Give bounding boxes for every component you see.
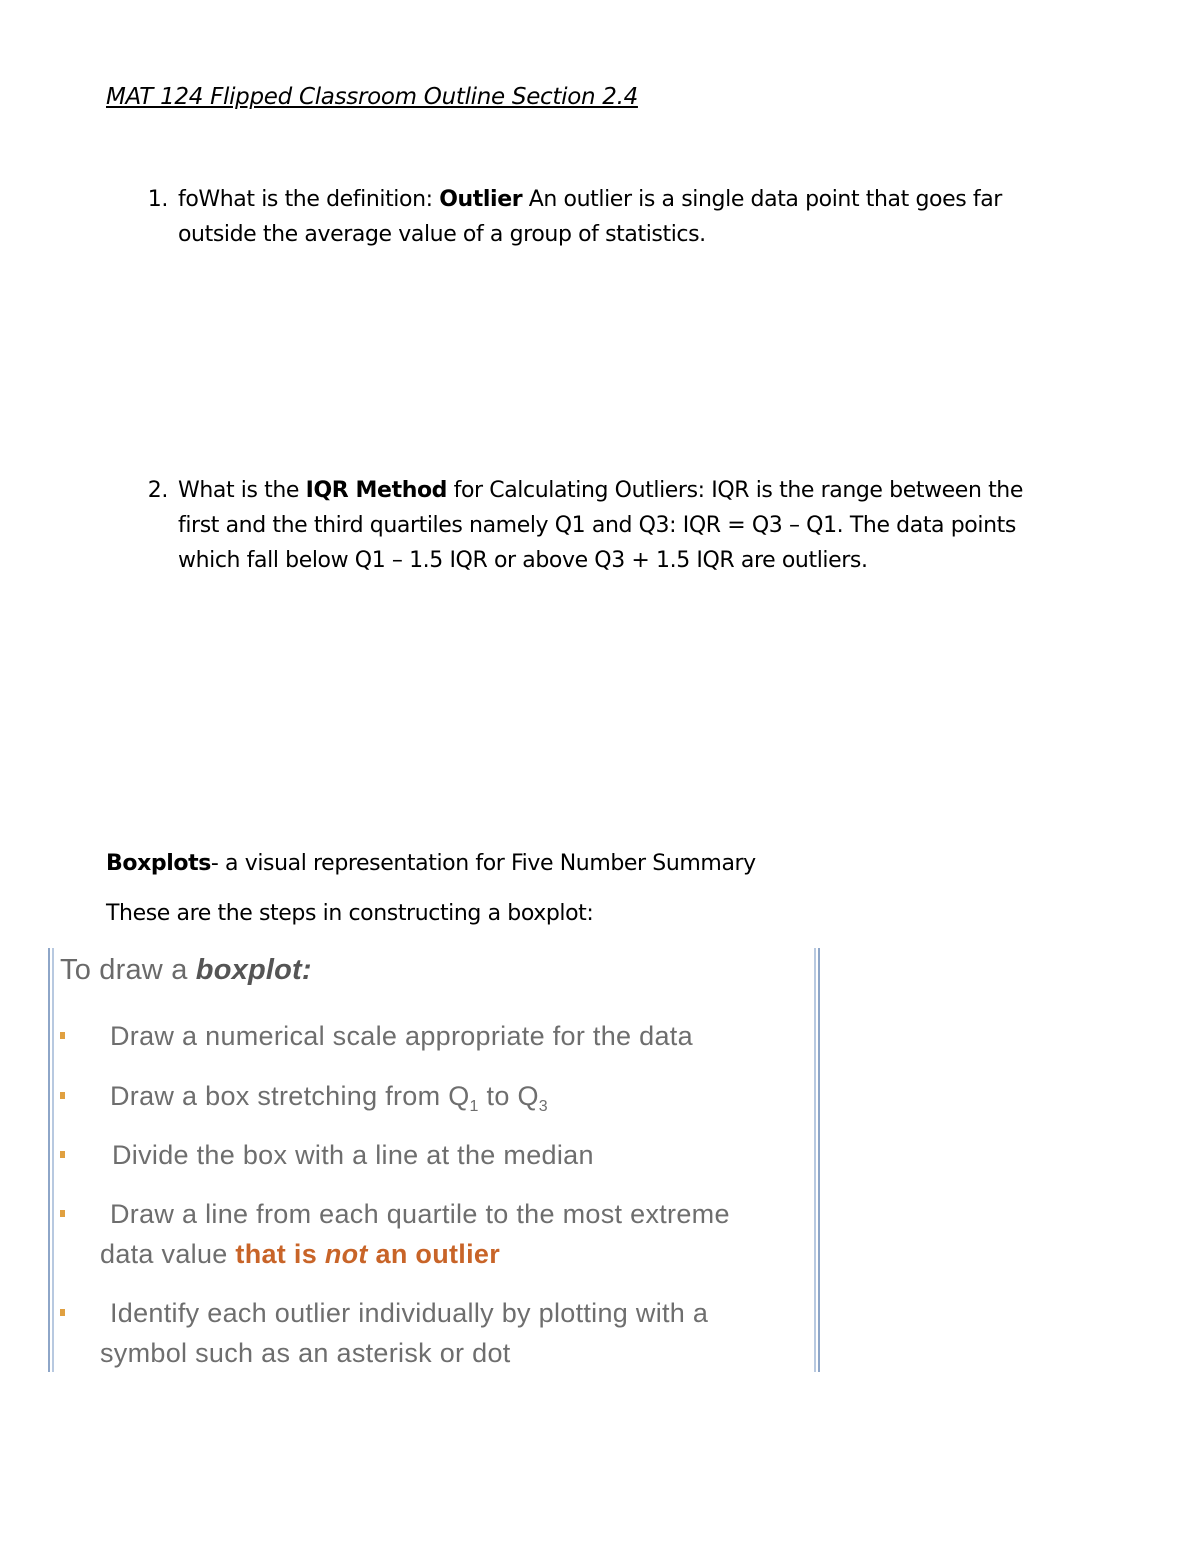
- boxplots-definition: - a visual representation for Five Number Summary: [210, 851, 756, 876]
- bullet-icon: [60, 1151, 65, 1158]
- question-suffix: for Calculating Outliers: IQR is the range between the: [447, 478, 1023, 503]
- boxplots-steps-intro: These are the steps in constructing a boxplot:: [106, 901, 594, 926]
- subscript: 3: [538, 1098, 548, 1115]
- answer-text-line2: first and the third quartiles namely Q1 and Q3: IQR = Q3 – Q1. The data points: [178, 513, 1016, 538]
- slide-border-right-inner: [814, 948, 816, 1372]
- bullet-icon: [60, 1309, 65, 1316]
- answer-text-line3: which fall below Q1 – 1.5 IQR or above Q3 + 1.5 IQR are outliers.: [178, 548, 868, 573]
- slide-item-text: Draw a line from each quartile to the most extreme: [110, 1199, 730, 1229]
- bullet-icon: [60, 1210, 65, 1217]
- question-number: 2.: [147, 478, 168, 503]
- answer-text: An outlier is a single data point that goes far: [522, 187, 1002, 212]
- slide-item-text-line2: [100, 1234, 500, 1274]
- bullet-icon: [60, 1092, 65, 1099]
- slide-border-right: [818, 948, 820, 1372]
- page-title: MAT 124 Flipped Classroom Outline Section 2.4: [106, 84, 638, 110]
- text-accent-italic: not: [324, 1239, 368, 1269]
- slide-item-text-line2: symbol such as an asterisk or dot: [100, 1338, 511, 1368]
- slide-item-text: Divide the box with a line at the median: [112, 1140, 594, 1170]
- boxplots-heading: [106, 851, 756, 876]
- slide-item-text: Identify each outlier individually by plotting with a: [110, 1298, 709, 1328]
- boxplot-slide-image: [48, 948, 820, 1372]
- slide-item-text: Draw a numerical scale appropriate for the data: [110, 1021, 693, 1051]
- question-prefix: What is the: [178, 478, 306, 503]
- text-plain: data value: [100, 1239, 236, 1269]
- slide-title: [60, 954, 312, 987]
- slide-list-item: [48, 1293, 808, 1373]
- slide-item-text: [110, 1076, 548, 1116]
- slide-item-text-a: Draw a box stretching from Q: [110, 1081, 470, 1111]
- slide-title-prefix: To draw a: [60, 954, 196, 986]
- bullet-icon: [60, 1032, 65, 1039]
- question-prefix: foWhat is the definition:: [178, 187, 440, 212]
- term-iqr-method: IQR Method: [305, 478, 448, 503]
- text-accent: an outlier: [367, 1239, 501, 1269]
- slide-title-bold: boxplot:: [195, 954, 312, 986]
- slide-list-item: [48, 1194, 808, 1274]
- slide-item-text-b: to Q: [478, 1081, 539, 1111]
- text-accent: that is: [235, 1239, 325, 1269]
- subscript: 1: [469, 1098, 479, 1115]
- term-outlier: Outlier: [439, 187, 523, 212]
- answer-text-line2: outside the average value of a group of statistics.: [178, 222, 706, 247]
- question-number: 1.: [147, 187, 168, 212]
- boxplots-term: Boxplots: [106, 851, 211, 876]
